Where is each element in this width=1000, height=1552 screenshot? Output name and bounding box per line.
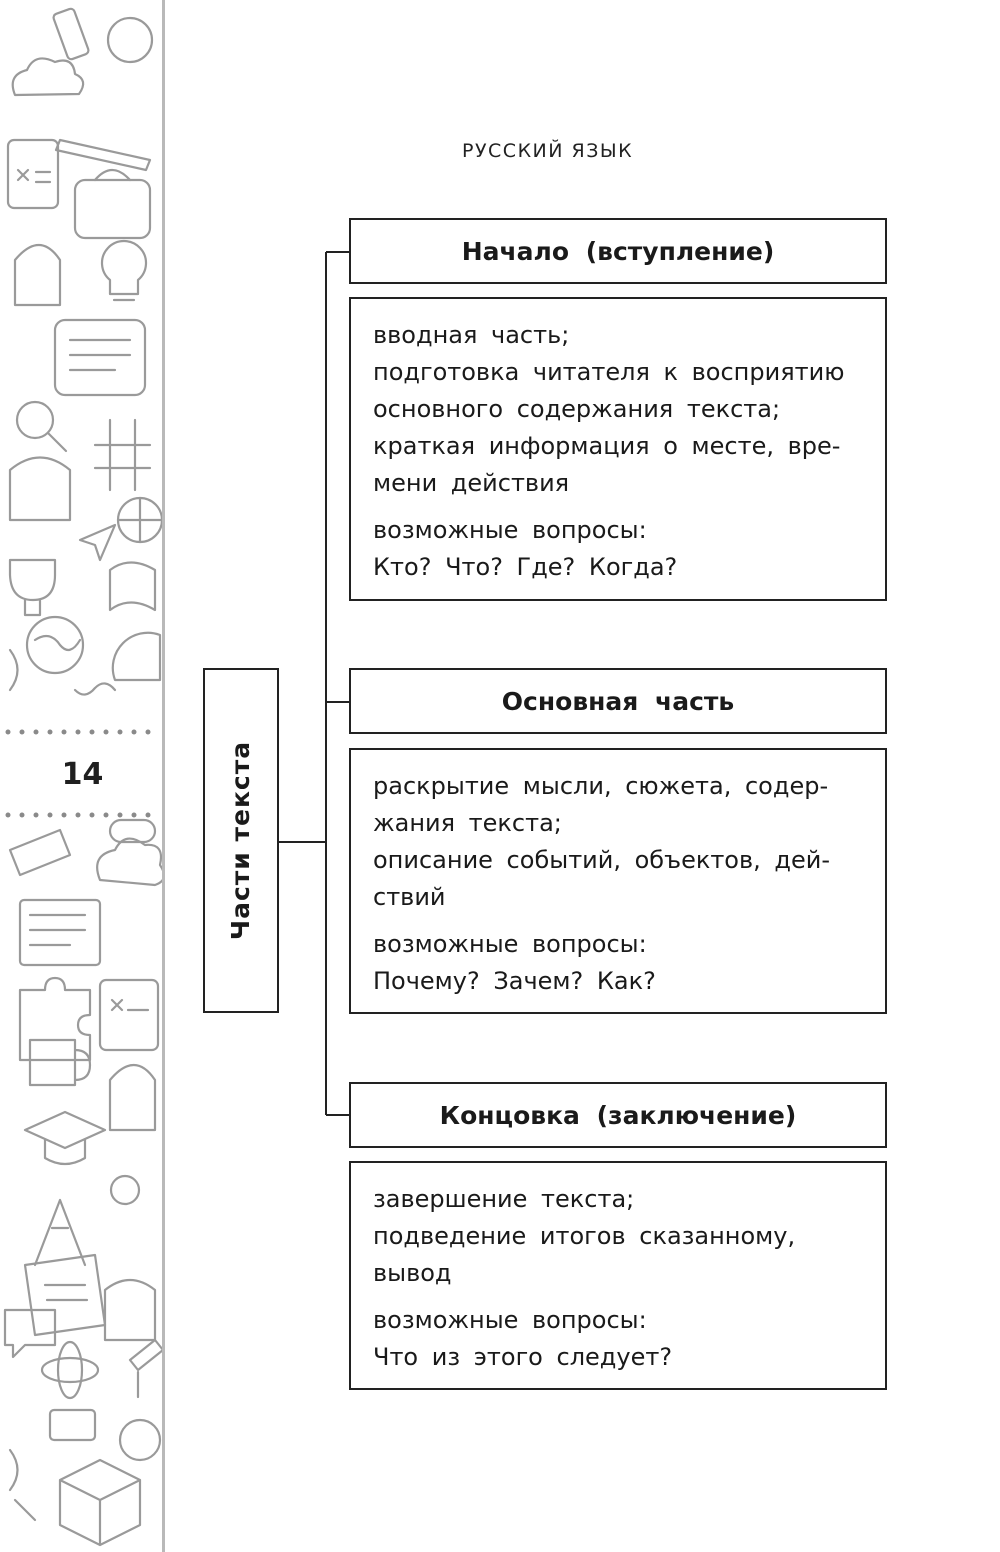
rocket-icon — [110, 1065, 155, 1130]
compass-icon — [35, 1200, 85, 1265]
section-title-main: Основная часть — [349, 668, 887, 734]
globe-icon — [120, 1420, 160, 1460]
tablet-icon — [8, 140, 58, 208]
content-line: описание событий, объектов, дей- — [373, 846, 831, 874]
grad-cap-icon — [25, 1112, 105, 1164]
content-line: вводная часть; — [373, 321, 570, 349]
atom-icon — [42, 1358, 98, 1382]
questions-list: Что из этого следует? — [373, 1343, 673, 1371]
spiral-icon — [111, 1176, 139, 1204]
rocket-icon — [15, 245, 60, 305]
root-label: Части текста — [226, 740, 256, 941]
content-line: завершение текста; — [373, 1185, 635, 1213]
notebook-icon — [25, 1255, 105, 1335]
book-icon — [20, 900, 100, 965]
tictactoe-icon — [95, 420, 150, 490]
questions-list: Почему? Зачем? Как? — [373, 967, 656, 995]
bag-icon — [75, 180, 150, 238]
questions-title: возможные вопросы: — [373, 516, 647, 544]
section-content-main — [349, 748, 887, 1014]
cloud-icon — [97, 839, 164, 885]
clipboard-icon — [55, 320, 145, 395]
questions-title: возможные вопросы: — [373, 1306, 647, 1334]
paper-plane-icon — [80, 525, 115, 560]
content-line: подведение итогов сказанному, — [373, 1222, 796, 1250]
cloud-icon — [13, 58, 83, 95]
content-line: мени действия — [373, 469, 570, 497]
tube-icon — [52, 8, 89, 61]
cube-icon — [60, 1460, 140, 1545]
content-line: жания текста; — [373, 809, 562, 837]
content-line: основного содержания текста; — [373, 395, 781, 423]
pencil-icon — [56, 140, 150, 170]
questions-list: Кто? Что? Где? Когда? — [373, 553, 678, 581]
content-line: ствий — [373, 883, 446, 911]
lamp-icon — [130, 1340, 163, 1397]
protractor-icon — [113, 633, 160, 680]
trophy-icon — [10, 560, 55, 615]
scroll-icon — [110, 563, 155, 611]
section-content-conclusion — [349, 1161, 887, 1390]
globe-icon — [27, 617, 83, 673]
backpack-icon — [10, 458, 70, 521]
content-line: краткая информация о месте, вре- — [373, 432, 841, 460]
eraser-icon — [50, 1410, 95, 1440]
section-title-conclusion: Концовка (заключение) — [349, 1082, 887, 1148]
questions-title: возможные вопросы: — [373, 930, 647, 958]
section-content-intro — [349, 297, 887, 601]
diploma-icon — [10, 830, 70, 875]
content-line: подготовка читателя к восприятию — [373, 358, 845, 386]
root-box — [203, 668, 279, 1013]
content-line: раскрытие мысли, сюжета, содер- — [373, 772, 829, 800]
cup-icon — [108, 18, 152, 62]
running-header: РУССКИЙ ЯЗЫК — [462, 140, 634, 162]
backpack-icon — [105, 1280, 155, 1340]
bulb-icon — [102, 241, 146, 300]
slate-icon — [100, 980, 158, 1050]
section-title-intro: Начало (вступление) — [349, 218, 887, 284]
page-number: 14 — [61, 757, 104, 792]
content-line: вывод — [373, 1259, 452, 1287]
mug-icon — [30, 1040, 90, 1085]
